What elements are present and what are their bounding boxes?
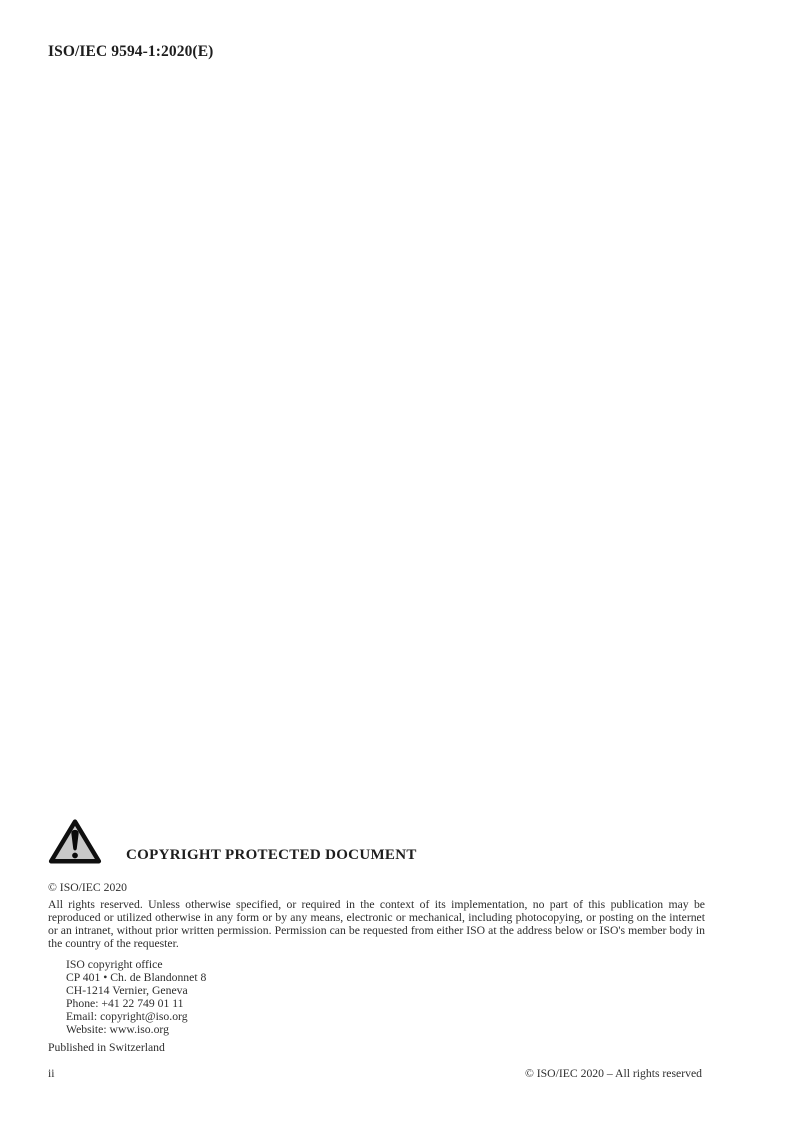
address-line-website: Website: www.iso.org [66, 1022, 169, 1036]
address-line-city: CH-1214 Vernier, Geneva [66, 983, 188, 997]
copyright-year-line: © ISO/IEC 2020 [48, 881, 128, 894]
warning-triangle-icon [48, 817, 102, 865]
iso-address-block [66, 959, 705, 1036]
copyright-banner-title: COPYRIGHT PROTECTED DOCUMENT [126, 847, 417, 863]
copyright-body-text: All rights reserved. Unless otherwise specified, or required in the context of its implementation, no part of this publication may be reproduced or utilized otherwise in any form or by any means, electronic or mechanical, including photocopying, or posting on the internet or an intranet, without prior written permission. Permission can be requested from either ISO at the address below or ISO's member body in the country of the requester. [48, 898, 705, 950]
footer-copyright-text: © ISO/IEC 2020 – All rights reserved [524, 1067, 702, 1080]
published-in-line: Published in Switzerland [48, 1041, 165, 1055]
address-line-phone: Phone: +41 22 749 01 11 [66, 996, 184, 1010]
address-line-street: CP 401 • Ch. de Blandonnet 8 [66, 970, 207, 984]
copyright-banner [48, 817, 417, 865]
address-line-office: ISO copyright office [66, 958, 163, 971]
copyright-notice [48, 881, 705, 1054]
document-reference-header: ISO/IEC 9594-1:2020(E) [48, 43, 214, 60]
address-line-email: Email: copyright@iso.org [66, 1009, 188, 1023]
footer-page-number: ii [48, 1067, 55, 1080]
